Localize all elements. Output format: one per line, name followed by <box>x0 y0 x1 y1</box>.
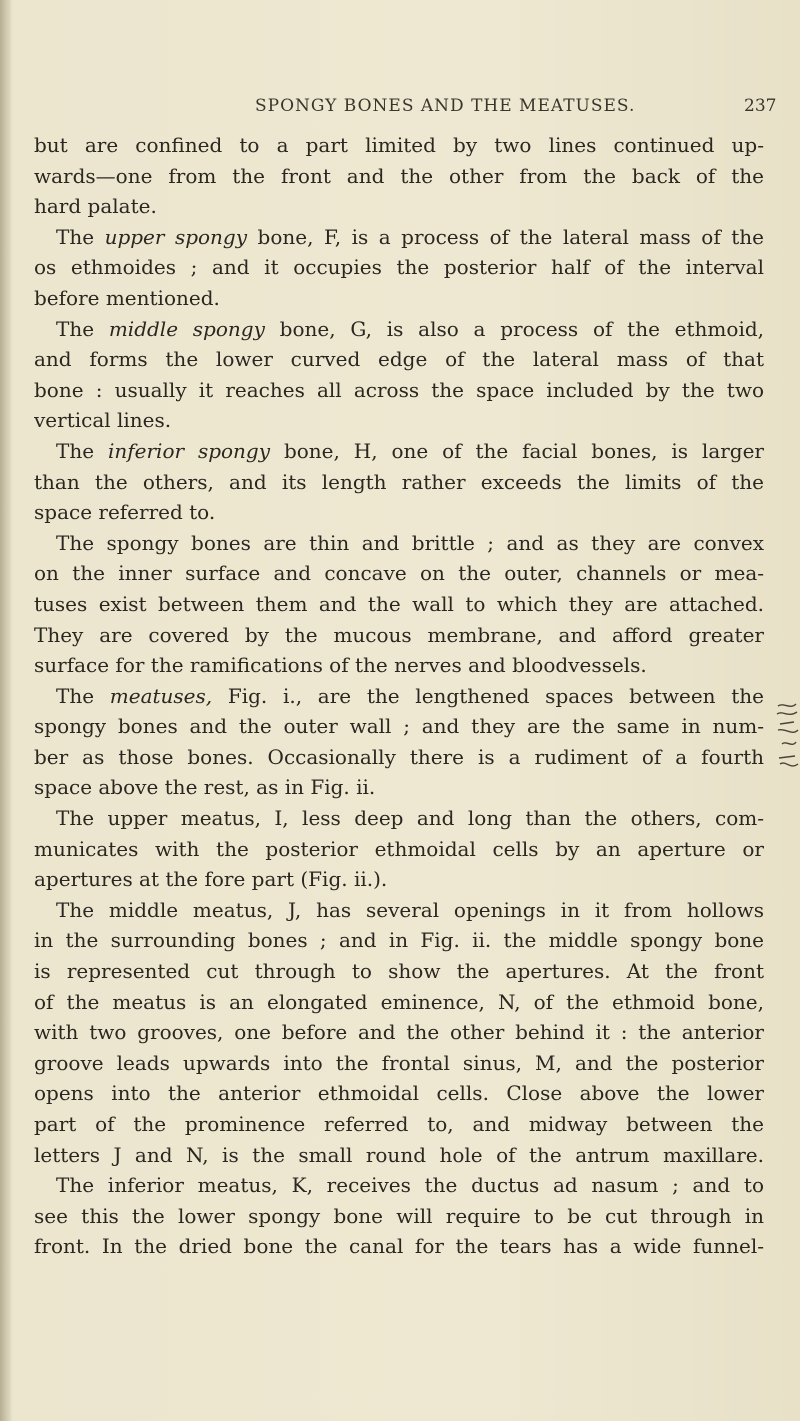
text-line: in the surrounding bones ; and in Fig. ii. the middle spongy bone <box>34 928 764 953</box>
text-line: letters J and N, is the small round hole of the antrum maxillare. <box>34 1142 764 1167</box>
text-line: The upper meatus, I, less deep and long than the others, com- <box>56 806 764 831</box>
text-run: Fig. i., are the lengthened spaces between the <box>212 683 764 708</box>
text-line: but are confined to a part limited by two lines continued up- <box>34 133 764 157</box>
text-line: os ethmoides ; and it occupies the posterior half of the interval <box>34 255 764 280</box>
text-line <box>34 222 764 253</box>
text-run: The <box>56 316 109 341</box>
text-run: The <box>56 683 110 708</box>
text-run: bone, H, one of the facial bones, is larger <box>270 438 764 463</box>
text-line: with two grooves, one before and the other behind it : the anterior <box>34 1020 764 1045</box>
running-head: SPONGY BONES AND THE MEATUSES. <box>255 96 636 116</box>
page-header <box>0 96 800 120</box>
text-line: tuses exist between them and the wall to which they are attached. <box>34 591 764 616</box>
text-run: The <box>56 438 108 463</box>
italic-term: inferior spongy <box>107 438 271 463</box>
text-line: on the inner surface and concave on the outer, channels or mea- <box>34 561 764 586</box>
italic-term: middle spongy <box>108 316 265 341</box>
text-line: before mentioned. <box>34 285 220 310</box>
text-line <box>34 436 764 467</box>
text-line: municates with the posterior ethmoidal cells by an aperture or <box>34 836 764 861</box>
text-line: spongy bones and the outer wall ; and they are the same in num- <box>34 714 764 739</box>
text-line: The middle meatus, J, has several openings in it from hollows <box>56 897 764 922</box>
text-line: part of the prominence referred to, and midway between the <box>34 1112 764 1136</box>
text-line: is represented cut through to show the apertures. At the front <box>34 959 764 984</box>
text-line: space referred to. <box>34 500 216 525</box>
handwritten-margin-note <box>774 700 800 780</box>
text-line: apertures at the fore part (Fig. ii.). <box>34 867 388 892</box>
text-line: front. In the dried bone the canal for the tears has a wide funnel- <box>34 1234 764 1259</box>
text-line: than the others, and its length rather exceeds the limits of the <box>34 469 764 494</box>
text-line: vertical lines. <box>34 408 172 433</box>
text-run: bone, F, is a process of the lateral mass of the <box>247 224 764 249</box>
text-line: surface for the ramifications of the nerves and bloodvessels. <box>34 653 647 678</box>
text-line: They are covered by the mucous membrane, and afford greater <box>34 622 764 647</box>
text-run: The <box>56 224 105 249</box>
text-line: of the meatus is an elongated eminence, N, of the ethmoid bone, <box>34 989 764 1014</box>
body-text <box>34 130 764 1262</box>
text-line: space above the rest, as in Fig. ii. <box>34 775 376 800</box>
text-line: groove leads upwards into the frontal sinus, M, and the posterior <box>34 1050 764 1075</box>
text-line: The inferior meatus, K, receives the ductus ad nasum ; and to <box>56 1173 764 1198</box>
text-line: hard palate. <box>34 194 157 219</box>
binding-gutter <box>0 0 12 1421</box>
text-line: see this the lower spongy bone will require to be cut through in <box>34 1203 764 1228</box>
text-line: ber as those bones. Occasionally there is a rudiment of a fourth <box>34 744 764 769</box>
text-run: bone, G, is also a process of the ethmoid, <box>264 316 764 341</box>
text-line: wards—one from the front and the other from the back of the <box>34 163 764 188</box>
text-line: and forms the lower curved edge of the lateral mass of that <box>34 347 764 372</box>
italic-term: meatuses, <box>109 683 213 708</box>
italic-term: upper spongy <box>104 224 248 249</box>
text-line <box>34 314 764 345</box>
page-number: 237 <box>744 96 777 116</box>
text-line: The spongy bones are thin and brittle ; and as they are convex <box>56 530 764 555</box>
text-line: bone : usually it reaches all across the space included by the two <box>34 377 764 402</box>
text-line: opens into the anterior ethmoidal cells. Close above the lower <box>34 1081 764 1106</box>
text-line <box>34 681 764 712</box>
